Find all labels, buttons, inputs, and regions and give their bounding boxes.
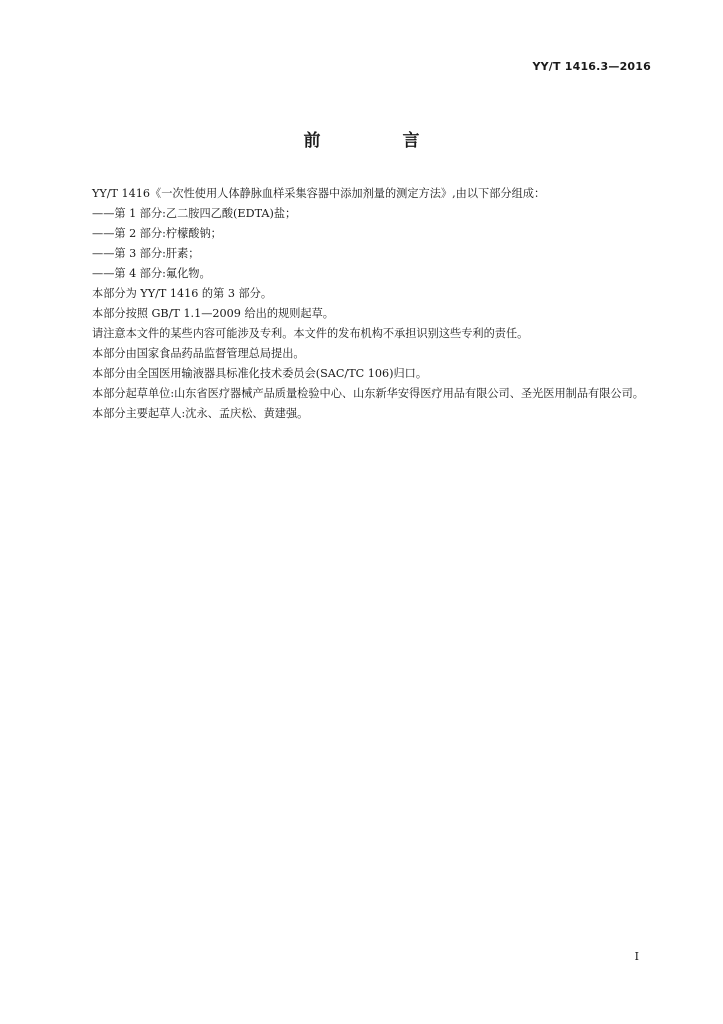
list-item-part-2: ——第 2 部分:柠檬酸钠； (92, 227, 222, 240)
paragraph-administered-by: 本部分由全国医用输液器具标准化技术委员会(SAC/TC 106)归口。 (92, 367, 428, 380)
paragraph-intro: YY/T 1416《一次性使用人体静脉血样采集容器中添加剂量的测定方法》,由以下部分组成： (92, 187, 546, 200)
paragraph-patent-notice: 请注意本文件的某些内容可能涉及专利。本文件的发布机构不承担识别这些专利的责任。 (92, 327, 529, 340)
paragraph-drafting-rules: 本部分按照 GB/T 1.1—2009 给出的规则起草。 (92, 307, 334, 320)
document-body (69, 184, 657, 424)
standard-code: YY/T 1416.3—2016 (532, 60, 651, 73)
list-item-part-1: ——第 1 部分:乙二胺四乙酸(EDTA)盐； (92, 207, 297, 220)
paragraph-drafters: 本部分主要起草人:沈永、孟庆松、黄建强。 (92, 407, 309, 420)
paragraph-part-statement: 本部分为 YY/T 1416 的第 3 部分。 (92, 287, 273, 300)
paragraph-proposed-by: 本部分由国家食品药品监督管理总局提出。 (92, 347, 305, 360)
paragraph-drafting-units: 本部分起草单位:山东省医疗器械产品质量检验中心、山东新华安得医疗用品有限公司、圣光医用制品有限公司。 (92, 387, 644, 400)
list-item-part-3: ——第 3 部分:肝素； (92, 247, 200, 260)
page-title: 前 言 (303, 131, 458, 151)
list-item-part-4: ——第 4 部分:氟化物。 (92, 267, 211, 280)
page-number: I (634, 950, 639, 963)
